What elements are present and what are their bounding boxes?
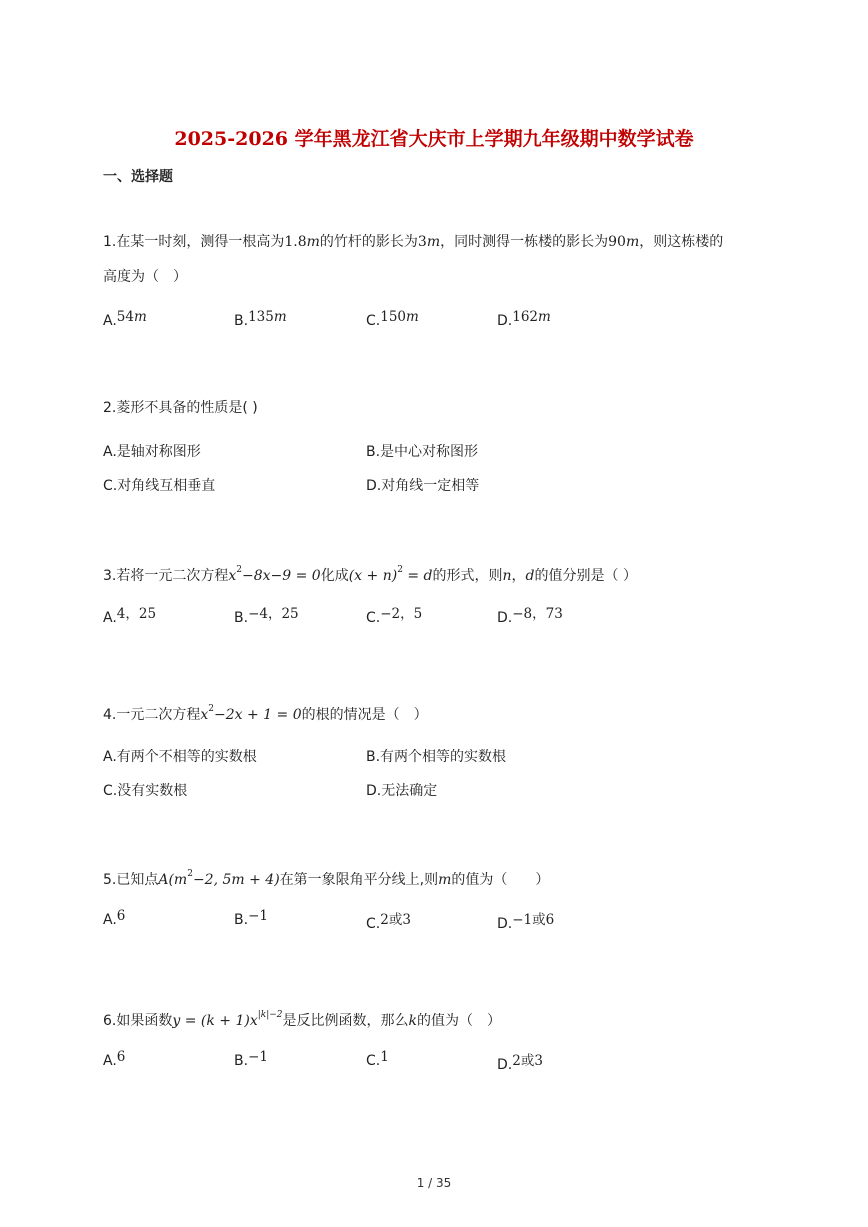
option-label: C. xyxy=(366,610,381,626)
q4-option-b[interactable]: B.有两个相等的实数根 xyxy=(366,749,507,765)
option-value: −2，5 xyxy=(380,606,423,622)
q2-option-c[interactable]: C.对角线互相垂直 xyxy=(103,478,216,494)
q5-option-b[interactable] xyxy=(234,908,268,928)
q4-option-c[interactable]: C.没有实数根 xyxy=(103,783,188,799)
q1-option-d[interactable] xyxy=(497,309,551,329)
q1-text: 的竹杆的影长为 xyxy=(319,234,418,250)
document-title: 2025-2026 学年黑龙江省大庆市上学期九年级期中数学试卷 xyxy=(174,128,694,150)
option-label: B. xyxy=(234,610,249,626)
q1-option-c[interactable] xyxy=(366,309,419,329)
q3-option-b[interactable] xyxy=(234,606,299,626)
option-value: 2或3 xyxy=(380,912,411,928)
q5-text: 在第一象限角平分线上,则 xyxy=(279,872,439,888)
option-value: 4，25 xyxy=(116,606,157,622)
q5-variable: m xyxy=(438,872,452,888)
q3-equation: = d xyxy=(402,568,433,584)
question-5-stem xyxy=(103,864,549,890)
q3-variable: d xyxy=(525,568,535,584)
question-2-stem: 2.菱形不具备的性质是( ) xyxy=(103,400,258,416)
option-label: B. xyxy=(234,1053,249,1069)
option-label: D. xyxy=(497,610,513,626)
q6-variable: k xyxy=(408,1013,418,1029)
option-label: D. xyxy=(497,313,513,329)
q4-equation: x xyxy=(200,707,209,723)
q3-text: 化成 xyxy=(320,568,349,584)
q1-math: 90 xyxy=(608,234,626,250)
q3-text: ， xyxy=(511,568,526,584)
option-value: −1 xyxy=(248,908,268,924)
q4-exponent: 2 xyxy=(208,704,214,714)
option-label: C. xyxy=(366,916,381,932)
q3-exponent: 2 xyxy=(236,565,242,575)
q6-equation: y = (k + 1)x xyxy=(172,1013,258,1029)
q1-text: ，则这栋楼的 xyxy=(639,234,724,250)
option-value: −1或6 xyxy=(512,912,555,928)
q6-text: 是反比例函数，那么 xyxy=(282,1013,409,1029)
q2-option-b[interactable]: B.是中心对称图形 xyxy=(366,444,479,460)
option-value: 2或3 xyxy=(512,1053,543,1069)
q4-equation: −2x + 1 = 0 xyxy=(214,707,302,723)
option-unit: m xyxy=(538,309,551,325)
q5-option-d[interactable] xyxy=(497,912,554,932)
q3-option-a[interactable] xyxy=(103,606,156,626)
option-label: C. xyxy=(366,1053,381,1069)
q3-exponent: 2 xyxy=(397,565,403,575)
q3-equation: (x + n) xyxy=(348,568,398,584)
option-unit: m xyxy=(406,309,419,325)
q3-variable: n xyxy=(502,568,512,584)
question-1-stem-line2: 高度为（ ） xyxy=(103,269,187,285)
option-label: D. xyxy=(497,1057,513,1073)
q1-unit: m xyxy=(625,234,640,250)
question-3-stem xyxy=(103,560,637,586)
q6-text: 6.如果函数 xyxy=(103,1013,173,1029)
q5-exponent: 2 xyxy=(187,869,193,879)
q5-option-a[interactable] xyxy=(103,908,126,928)
option-label: A. xyxy=(103,313,117,329)
q4-option-d[interactable]: D.无法确定 xyxy=(366,783,438,799)
q1-unit: m xyxy=(426,234,441,250)
q5-text: 的值为（ ） xyxy=(451,872,550,888)
q1-math: 1.8 xyxy=(284,234,307,250)
option-unit: m xyxy=(133,309,147,325)
q5-option-c[interactable] xyxy=(366,912,411,932)
q3-text: 3.若将一元二次方程 xyxy=(103,568,229,584)
option-value: 162 xyxy=(512,309,539,325)
q3-option-d[interactable] xyxy=(497,606,563,626)
q1-option-b[interactable] xyxy=(234,309,287,329)
section-heading: 一、选择题 xyxy=(103,169,173,185)
q2-option-d[interactable]: D.对角线一定相等 xyxy=(366,478,480,494)
option-value: −4，25 xyxy=(248,606,299,622)
q1-option-a[interactable] xyxy=(103,309,147,329)
option-value: −8，73 xyxy=(512,606,563,622)
option-label: D. xyxy=(497,916,513,932)
option-label: A. xyxy=(103,610,117,626)
q3-option-c[interactable] xyxy=(366,606,422,626)
option-value: 150 xyxy=(380,309,407,325)
q1-text: 1.在某一时刻，测得一根高为 xyxy=(103,234,285,250)
q5-equation: A(m xyxy=(158,872,188,888)
q3-text: 的值分别是（ ） xyxy=(534,568,637,584)
option-value: 6 xyxy=(116,908,126,924)
page-number: 1 / 35 xyxy=(416,1176,452,1190)
option-label: B. xyxy=(234,912,249,928)
option-label: A. xyxy=(103,912,117,928)
q3-equation: −8x−9 = 0 xyxy=(242,568,321,584)
q6-option-b[interactable] xyxy=(234,1049,268,1069)
option-value: −1 xyxy=(248,1049,268,1065)
option-value: 135 xyxy=(248,309,274,325)
q6-option-c[interactable] xyxy=(366,1049,389,1069)
q6-text: 的值为（ ） xyxy=(417,1013,502,1029)
question-6-stem xyxy=(103,1005,501,1031)
option-label: B. xyxy=(234,313,249,329)
q3-equation: x xyxy=(228,568,237,584)
q1-math: 3 xyxy=(417,234,427,250)
question-4-stem xyxy=(103,699,428,725)
option-value: 54 xyxy=(116,309,134,325)
q4-text: 的根的情况是（ ） xyxy=(301,707,428,723)
q6-option-d[interactable] xyxy=(497,1053,543,1073)
q6-exponent: |k|−2 xyxy=(257,1010,283,1020)
q4-text: 4.一元二次方程 xyxy=(103,707,201,723)
option-label: A. xyxy=(103,1053,117,1069)
option-unit: m xyxy=(273,309,287,325)
q6-option-a[interactable] xyxy=(103,1049,126,1069)
option-label: C. xyxy=(366,313,381,329)
q1-unit: m xyxy=(306,234,320,250)
q1-text: ，同时测得一栋楼的影长为 xyxy=(440,234,609,250)
question-1-stem xyxy=(103,232,723,252)
q2-option-a[interactable]: A.是轴对称图形 xyxy=(103,444,201,460)
option-value: 1 xyxy=(380,1049,389,1065)
q5-equation: −2, 5m + 4) xyxy=(192,872,280,888)
option-value: 6 xyxy=(116,1049,126,1065)
q4-option-a[interactable]: A.有两个不相等的实数根 xyxy=(103,749,257,765)
q5-text: 5.已知点 xyxy=(103,872,159,888)
q3-text: 的形式，则 xyxy=(432,568,503,584)
